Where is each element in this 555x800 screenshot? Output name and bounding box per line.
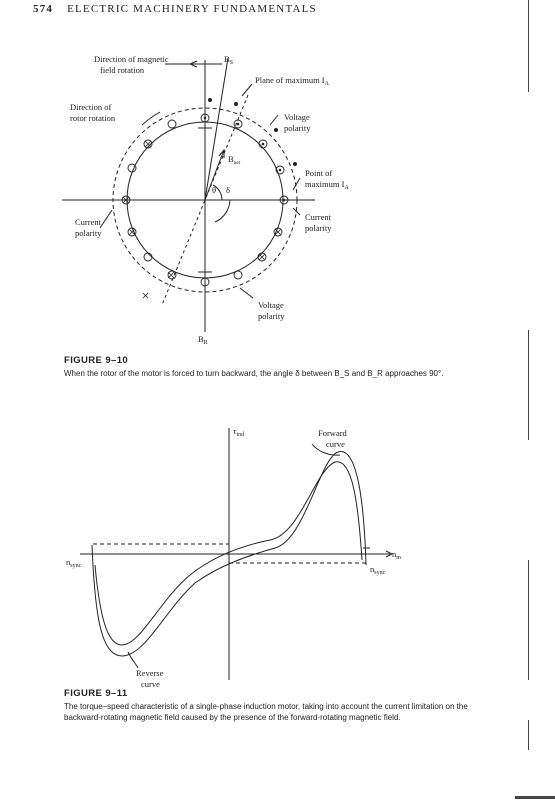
voltage-polarity-bottom-2: polarity bbox=[258, 311, 285, 321]
forward-curve-label-2: curve bbox=[326, 439, 345, 449]
torque-axis-label: $\tau_{ind}$ bbox=[233, 426, 245, 438]
field-direction-label-2: field rotation bbox=[100, 65, 145, 75]
voltage-polarity-top-1: Voltage bbox=[284, 112, 310, 122]
page-number: 574 bbox=[33, 3, 54, 15]
rotor-direction-label-2: rotor rotation bbox=[70, 113, 116, 123]
plane-max-label: Plane of maximum $I_A$ bbox=[255, 75, 329, 87]
current-polarity-left-2: polarity bbox=[75, 228, 102, 238]
reverse-callout bbox=[128, 652, 138, 668]
point-max-label-2: maximum $I_A$ bbox=[305, 179, 349, 191]
current-polarity-right-2: polarity bbox=[305, 223, 332, 233]
running-title: ELECTRIC MACHINERY FUNDAMENTALS bbox=[67, 3, 317, 15]
voltage-polarity-bottom-1: Voltage bbox=[258, 300, 284, 310]
current-polarity-left-1: Current bbox=[75, 217, 101, 227]
point-max-label-1: Point of bbox=[305, 168, 333, 178]
br-label: $B_R$ bbox=[198, 334, 208, 346]
bs-label: $B_S$ bbox=[224, 54, 234, 66]
voltage-polarity-top-2: polarity bbox=[284, 123, 311, 133]
forward-curve-label-1: Forward bbox=[318, 428, 347, 438]
delta-label: δ bbox=[226, 185, 231, 195]
current-polarity-right-1: Current bbox=[305, 212, 331, 222]
reverse-curve-label-2: curve bbox=[141, 679, 160, 689]
speed-axis-label: $n_m$ bbox=[392, 549, 401, 561]
nsync-left-label: $n_{sync}$ bbox=[66, 557, 82, 569]
figure-9-11-caption-text: The torque–speed characteristic of a single-phase induction motor, taking into account the current limitation on the backward-rotating magnetic field caused by the presence of the forward-rotating magnetic field. bbox=[64, 702, 468, 722]
figure-9-11-caption-title: FIGURE 9–11 bbox=[64, 688, 128, 699]
field-direction-label-1: Direction of magnetic bbox=[94, 54, 169, 64]
figure-9-10-caption-title: FIGURE 9–10 bbox=[64, 355, 129, 366]
reverse-curve-label-1: Reverse bbox=[136, 668, 164, 678]
figure-9-10-caption-text: When the rotor of the motor is forced to turn backward, the angle δ between B_S and B_R approaches 90°. bbox=[64, 369, 444, 378]
nsync-right-label: $n_{sync}$ bbox=[370, 564, 386, 576]
rotor-direction-label-1: Direction of bbox=[70, 102, 112, 112]
theta-label: θ bbox=[212, 185, 217, 195]
bnet-label: $B_{net}$ bbox=[228, 154, 241, 166]
